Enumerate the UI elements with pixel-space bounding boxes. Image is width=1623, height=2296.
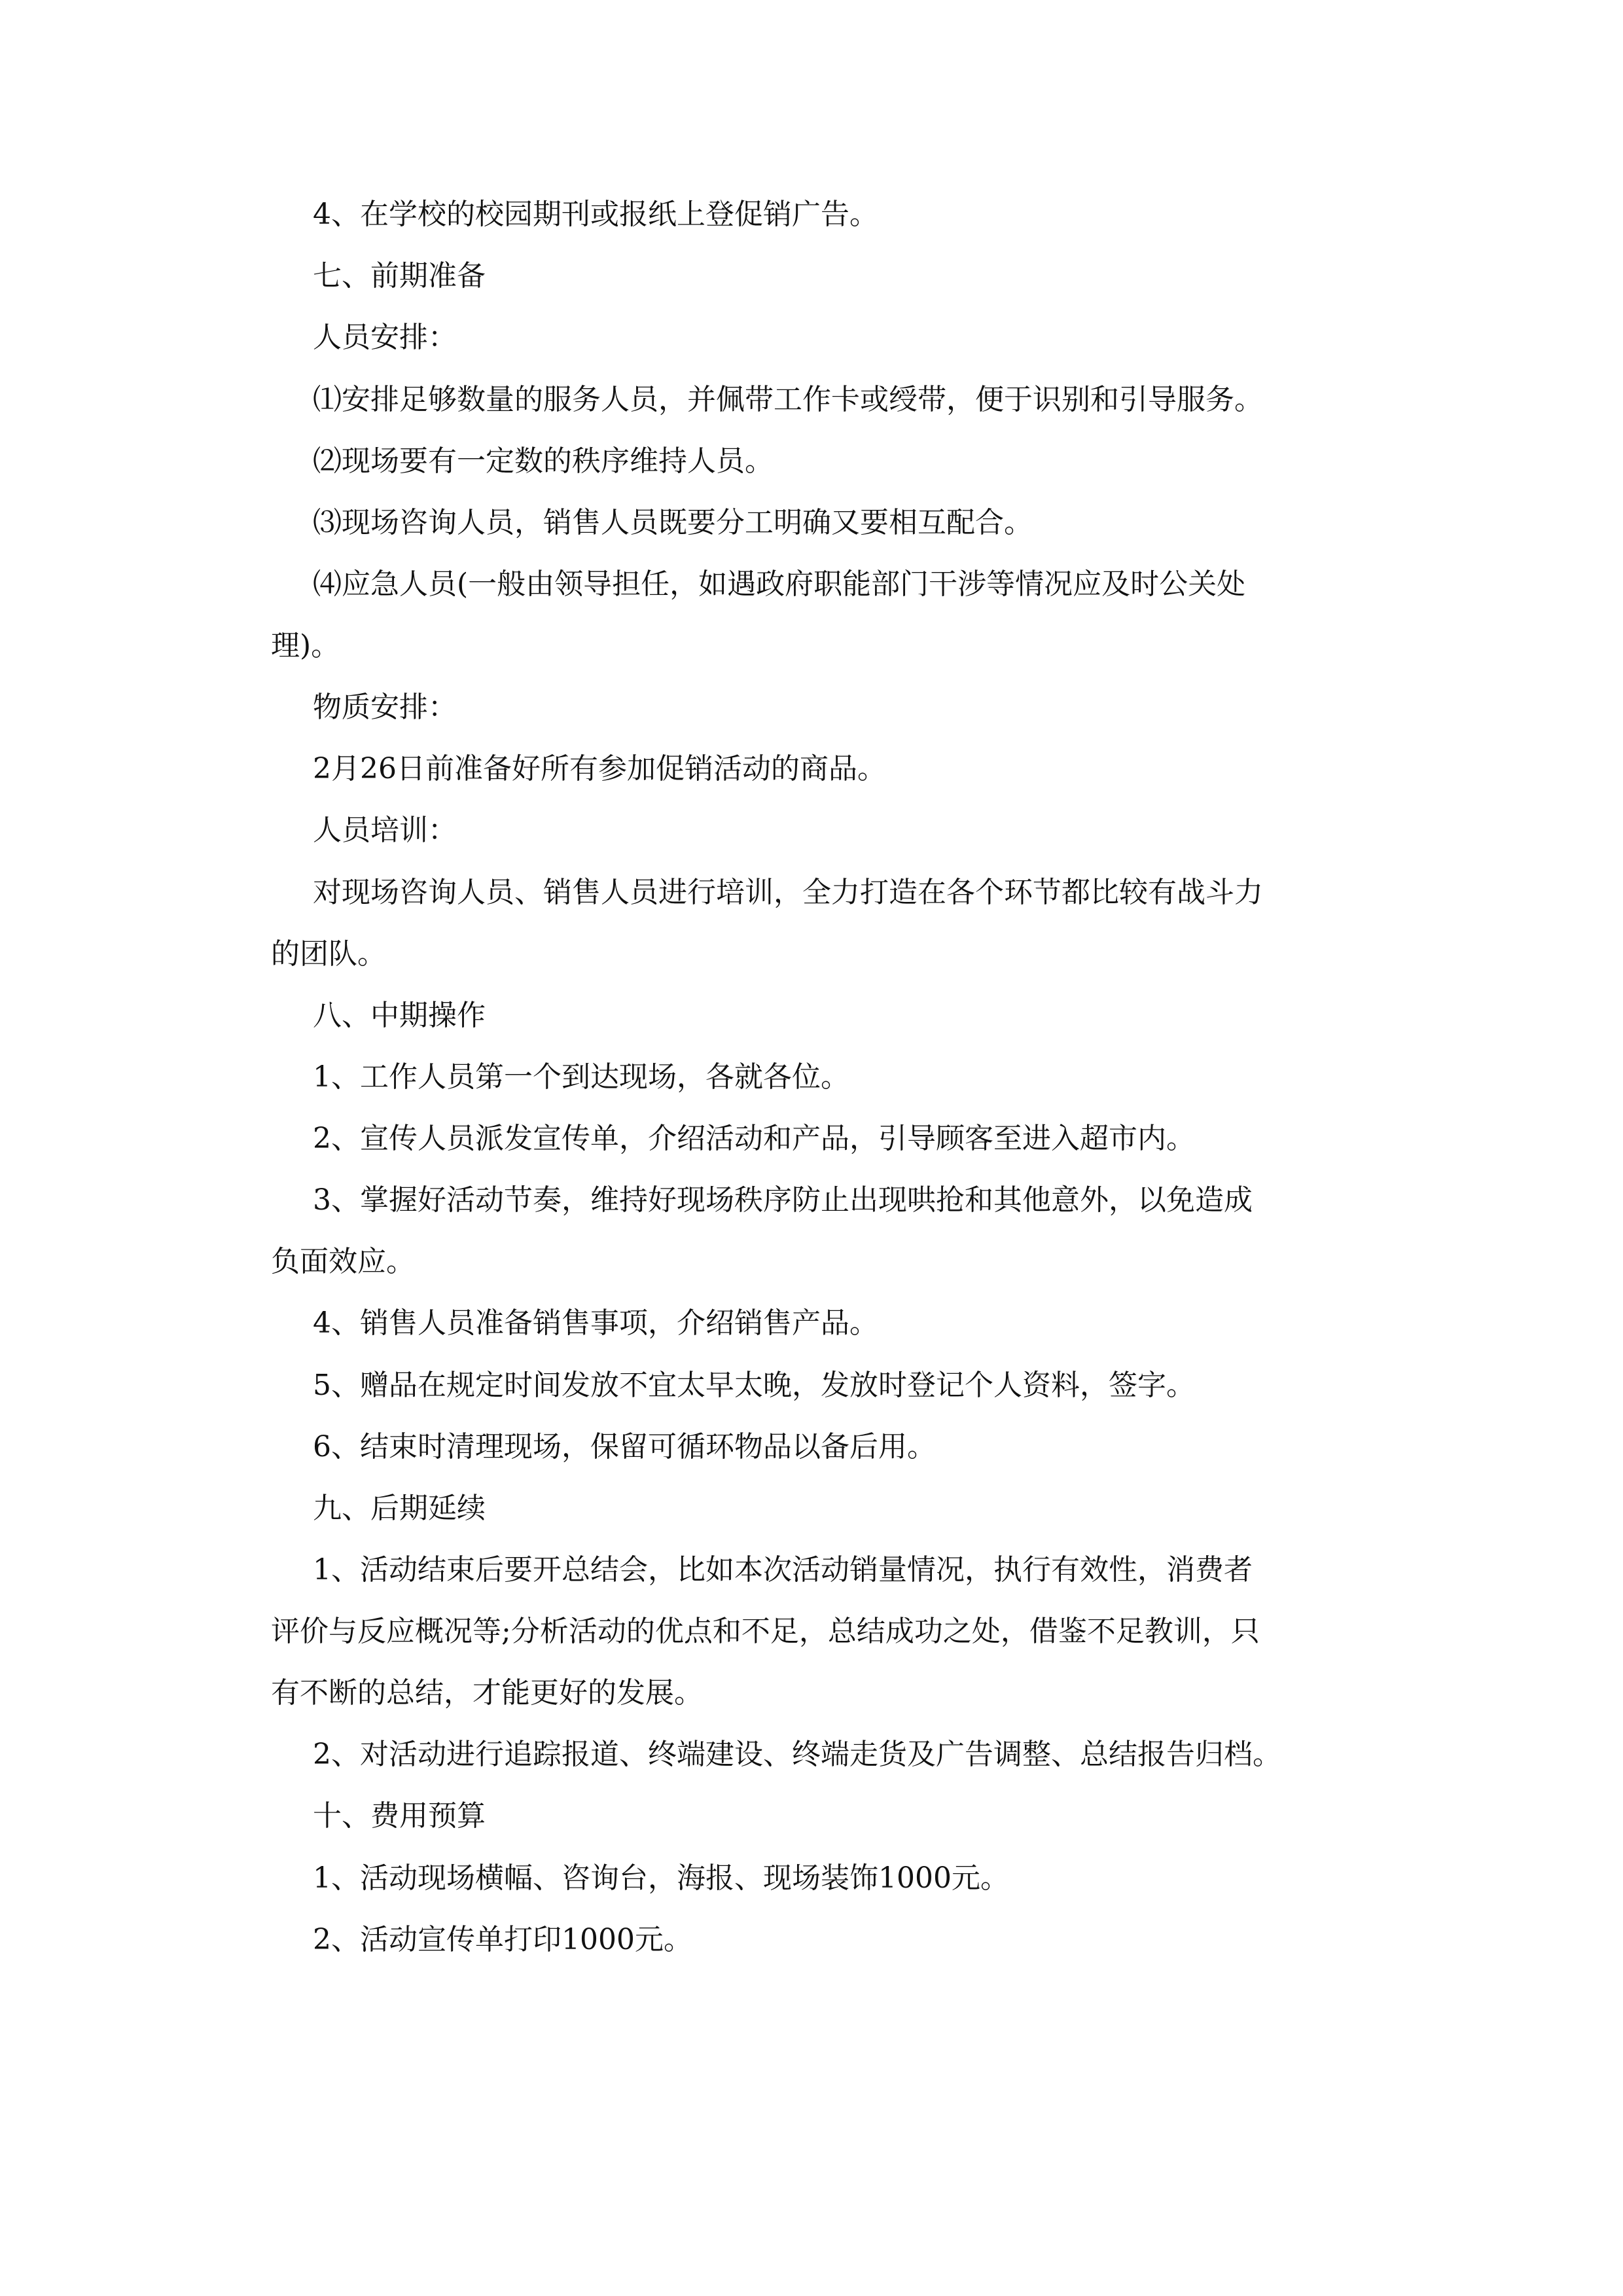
paragraph-line: 的团队。 — [271, 937, 386, 971]
paragraph-line: ⑷应急人员(一般由领导担任，如遇政府职能部门干涉等情况应及时公关处 — [313, 567, 1246, 601]
paragraph-line: 1、活动现场横幅、咨询台，海报、现场装饰1000元。 — [313, 1861, 1009, 1895]
section-heading: 十、费用预算 — [313, 1799, 486, 1833]
paragraph-line: 有不断的总结，才能更好的发展。 — [271, 1676, 703, 1710]
paragraph-line: 2月26日前准备好所有参加促销活动的商品。 — [313, 752, 886, 785]
paragraph-line: 对现场咨询人员、销售人员进行培训，全力打造在各个环节都比较有战斗力 — [313, 876, 1263, 909]
paragraph-line: 1、工作人员第一个到达现场，各就各位。 — [313, 1060, 849, 1094]
paragraph-line: 人员培训： — [313, 814, 457, 847]
paragraph-line: 物质安排： — [313, 691, 457, 724]
paragraph-line: 1、活动结束后要开总结会，比如本次活动销量情况，执行有效性，消费者 — [313, 1553, 1253, 1587]
paragraph-line: 5、赠品在规定时间发放不宜太早太晚，发放时登记个人资料，签字。 — [313, 1369, 1195, 1402]
paragraph-line: 2、活动宣传单打印1000元。 — [313, 1923, 692, 1956]
paragraph-line: 评价与反应概况等;分析活动的优点和不足，总结成功之处，借鉴不足教训，只 — [271, 1615, 1260, 1648]
paragraph-line: 3、掌握好活动节奏，维持好现场秩序防止出现哄抢和其他意外，以免造成 — [313, 1183, 1253, 1217]
paragraph-line: 负面效应。 — [271, 1245, 415, 1278]
section-heading: 九、后期延续 — [313, 1492, 486, 1525]
section-heading: 八、中期操作 — [313, 999, 486, 1032]
section-heading: 七、前期准备 — [313, 259, 486, 293]
paragraph-line: ⑴安排足够数量的服务人员，并佩带工作卡或绶带，便于识别和引导服务。 — [313, 383, 1263, 416]
paragraph-line: ⑵现场要有一定数的秩序维持人员。 — [313, 444, 774, 478]
paragraph-line: 4、在学校的校园期刊或报纸上登促销广告。 — [313, 198, 878, 231]
paragraph-line: 2、宣传人员派发宣传单，介绍活动和产品，引导顾客至进入超市内。 — [313, 1122, 1195, 1155]
paragraph-line: 6、结束时清理现场，保留可循环物品以备后用。 — [313, 1430, 936, 1463]
paragraph-line: 4、销售人员准备销售事项，介绍销售产品。 — [313, 1306, 878, 1340]
paragraph-line: ⑶现场咨询人员，销售人员既要分工明确又要相互配合。 — [313, 506, 1033, 539]
paragraph-line: 人员安排： — [313, 321, 457, 354]
paragraph-line: 理)。 — [271, 629, 340, 662]
paragraph-line: 2、对活动进行追踪报道、终端建设、终端走货及广告调整、总结报告归档。 — [313, 1738, 1281, 1771]
